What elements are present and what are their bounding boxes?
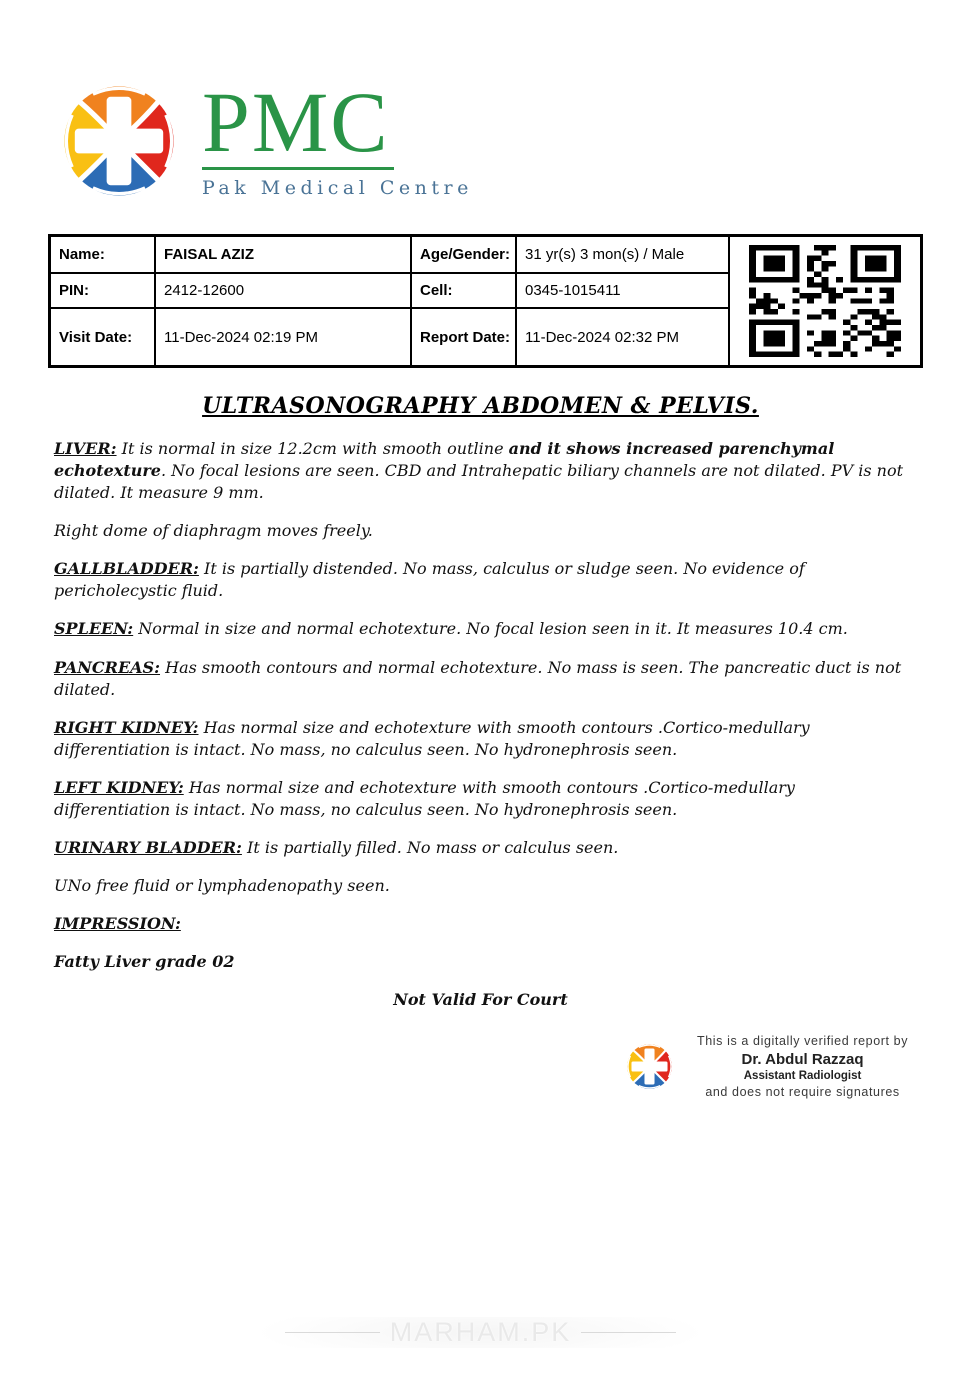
- age-gender-label: Age/Gender:: [412, 237, 517, 274]
- age-gender-value: 31 yr(s) 3 mon(s) / Male: [517, 237, 730, 274]
- gallbladder-label: GALLBLADDER:: [54, 559, 199, 579]
- name-label: Name:: [51, 237, 156, 274]
- pmc-logo-icon-small: [622, 1040, 677, 1093]
- right-kidney-section: [54, 717, 907, 761]
- brand-text: [202, 74, 473, 199]
- watermark: [0, 1317, 961, 1348]
- left-kidney-text: Has normal size and echotexture with smooth contours .Cortico-medullary differentiation is intact. No mass, no calculus seen. No hydronephrosis seen.: [54, 777, 795, 819]
- urinary-bladder-section: [54, 837, 907, 859]
- pancreas-text: Has smooth contours and normal echotexture. No mass is seen. The pancreatic duct is not dilated.: [54, 657, 902, 699]
- right-kidney-text: Has normal size and echotexture with smooth contours .Cortico-medullary differentiation is intact. No mass, no calculus seen. No hydronephrosis seen.: [54, 717, 810, 759]
- visit-date-value: 11-Dec-2024 02:19 PM: [156, 309, 412, 365]
- cell-value: 0345-1015411: [517, 274, 730, 309]
- free-fluid-note: UNo free fluid or lymphadenopathy seen.: [54, 876, 390, 896]
- pancreas-label: PANCREAS:: [54, 657, 161, 677]
- visit-date-label: Visit Date:: [51, 309, 156, 365]
- liver-text-post: . No focal lesions are seen. CBD and Intrahepatic biliary channels are not dilated. PV is not dilated. It measure 9 mm.: [54, 461, 904, 503]
- spleen-label: SPLEEN:: [54, 619, 134, 639]
- liver-text-bold: and it shows increased parenchymal echotexture: [54, 439, 835, 481]
- gallbladder-text: It is partially distended. No mass, calculus or sludge seen. No evidence of pericholecystic fluid.: [54, 559, 805, 601]
- brand-subtitle: Pak Medical Centre: [202, 176, 473, 199]
- report-title: ULTRASONOGRAPHY ABDOMEN & PELVIS.: [202, 393, 759, 419]
- spleen-text: Normal in size and normal echotexture. No focal lesion seen in it. It measures 10.4 cm.: [138, 619, 848, 639]
- urinary-bladder-label: URINARY BLADDER:: [54, 838, 242, 858]
- report-date-value: 11-Dec-2024 02:32 PM: [517, 309, 730, 365]
- pin-value: 2412-12600: [156, 274, 412, 309]
- doctor-role: Assistant Radiologist: [743, 1070, 862, 1083]
- name-value: FAISAL AZIZ: [156, 237, 412, 274]
- liver-text-pre: It is normal in size 12.2cm with smooth outline: [121, 439, 509, 458]
- watermark-line-left: [285, 1332, 380, 1333]
- verification-line1: This is a digitally verified report by: [697, 1034, 909, 1049]
- liver-label: LIVER:: [54, 439, 117, 458]
- diaphragm-note: Right dome of diaphragm moves freely.: [54, 521, 373, 541]
- pmc-logo-icon: [50, 76, 188, 206]
- qr-code: [730, 237, 920, 365]
- cell-label: Cell:: [412, 274, 517, 309]
- patient-info-table: [48, 234, 923, 368]
- liver-section: [54, 438, 907, 504]
- watermark-line-right: [581, 1332, 676, 1333]
- report-body: [54, 438, 907, 1011]
- not-valid-note: Not Valid For Court: [393, 990, 568, 1010]
- watermark-text: MARHAM.PK: [389, 1317, 572, 1347]
- right-kidney-label: RIGHT KIDNEY:: [54, 717, 199, 737]
- impression-text: Fatty Liver grade 02: [54, 952, 235, 972]
- urinary-bladder-text: It is partially filled. No mass or calculus seen.: [247, 838, 619, 858]
- doctor-name: Dr. Abdul Razzaq: [741, 1050, 864, 1068]
- left-kidney-section: [54, 777, 907, 821]
- pin-label: PIN:: [51, 274, 156, 309]
- report-date-label: Report Date:: [412, 309, 517, 365]
- brand-header: [0, 0, 961, 206]
- gallbladder-section: [54, 558, 907, 602]
- verification-line2: and does not require signatures: [705, 1085, 900, 1100]
- verification-block: [622, 1033, 961, 1100]
- left-kidney-label: LEFT KIDNEY:: [54, 777, 184, 797]
- verification-text: [697, 1033, 908, 1100]
- pancreas-section: [54, 657, 907, 701]
- impression-label: IMPRESSION:: [54, 914, 181, 934]
- brand-name: PMC: [202, 83, 394, 169]
- spleen-section: [54, 618, 907, 640]
